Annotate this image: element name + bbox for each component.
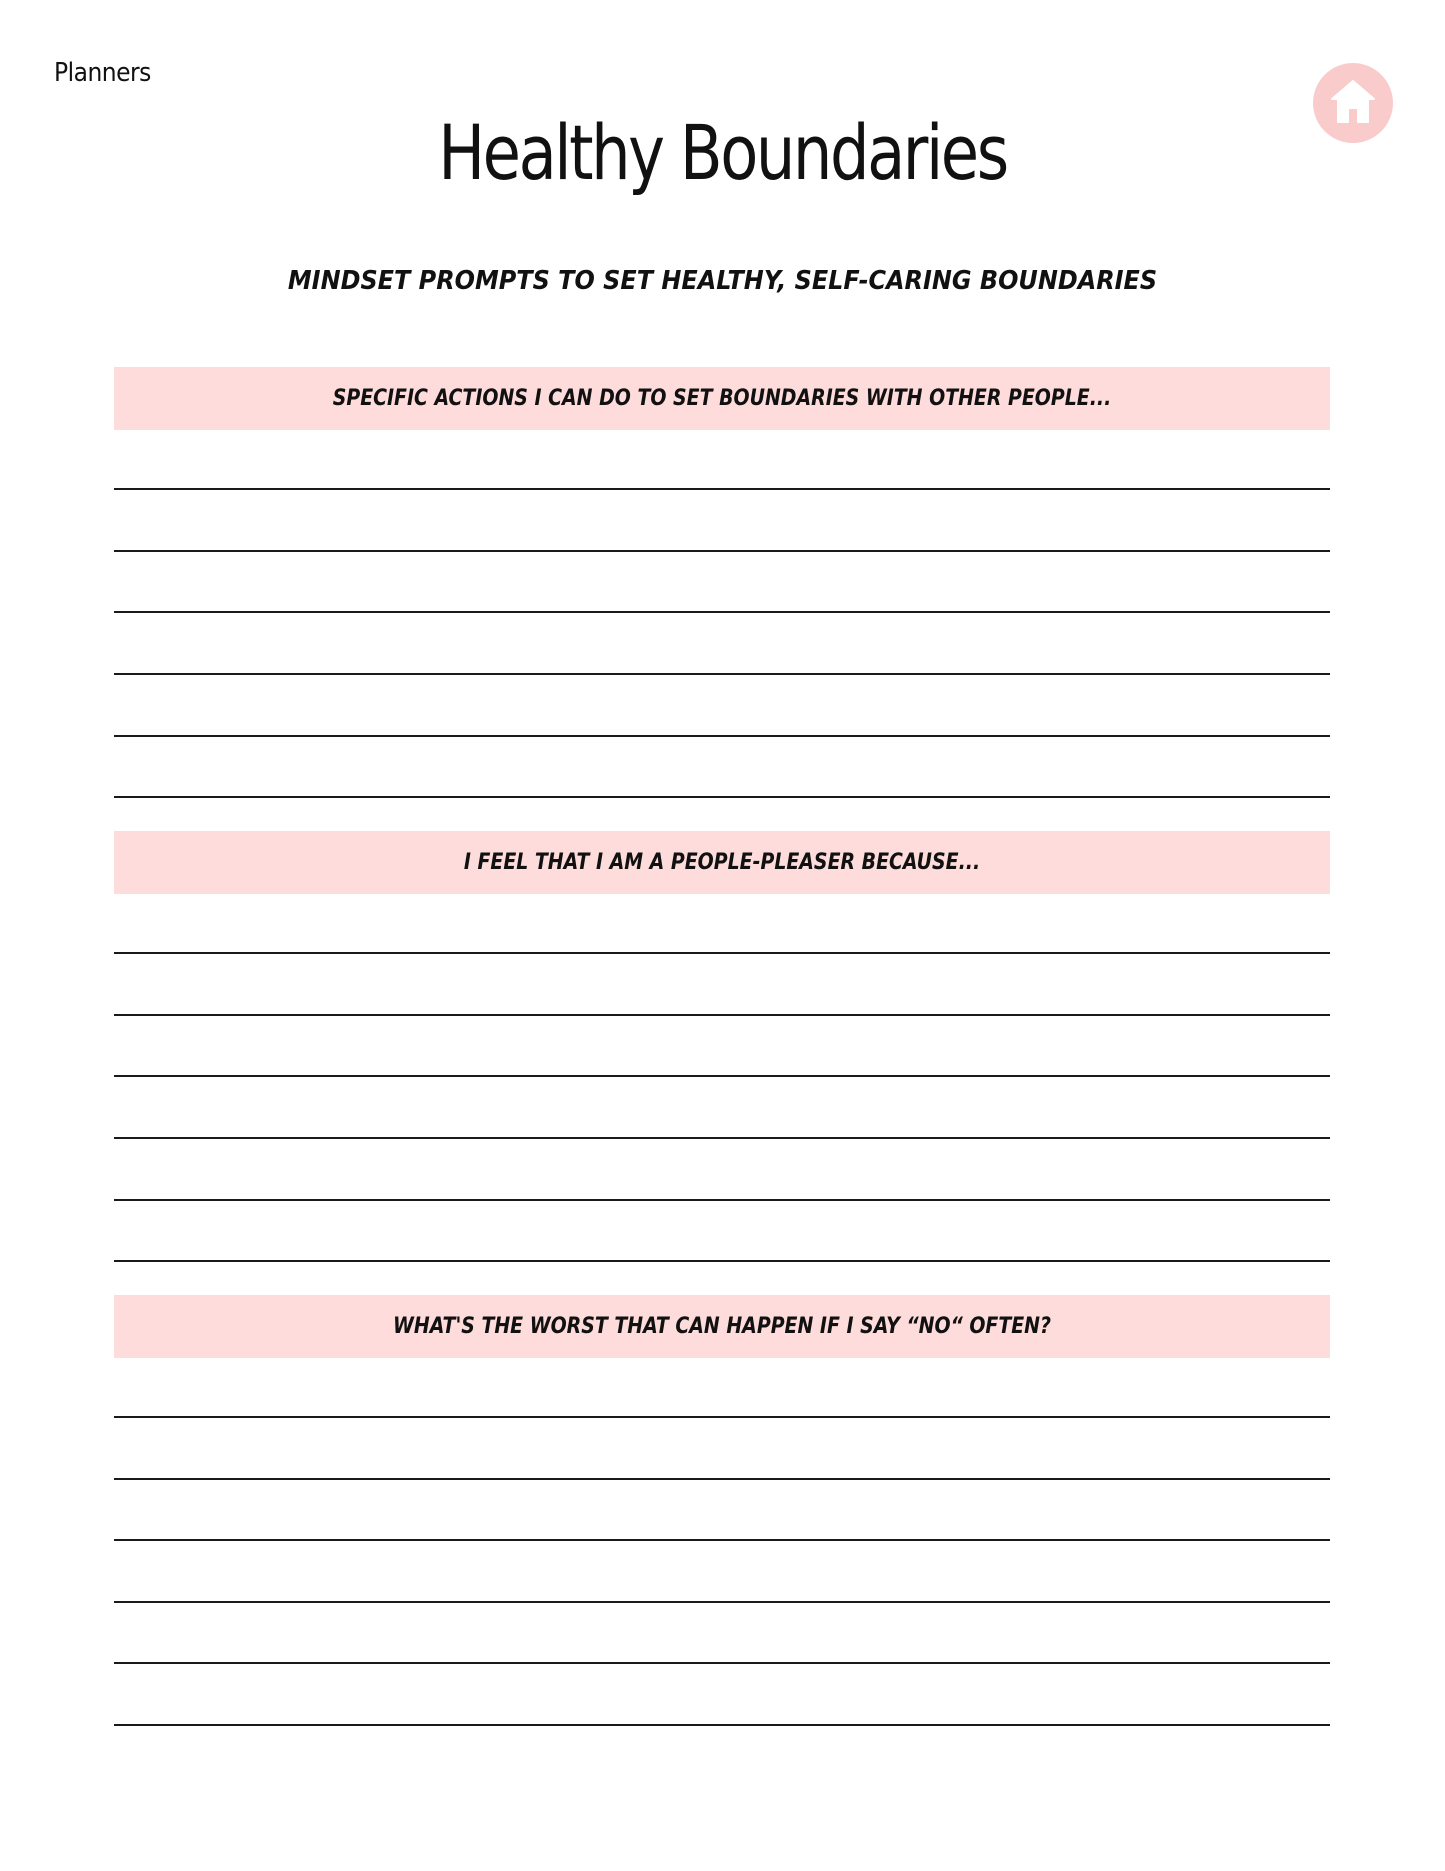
writing-line[interactable] [114, 735, 1330, 737]
writing-line[interactable] [114, 1662, 1330, 1664]
prompt-band-2 [114, 831, 1330, 894]
page-subtitle: MINDSET PROMPTS TO SET HEALTHY, SELF-CARING BOUNDARIES [287, 266, 1158, 296]
prompt-label: I FEEL THAT I AM A PEOPLE-PLEASER BECAUSE... [463, 850, 981, 875]
writing-line[interactable] [114, 488, 1330, 490]
prompt-label: WHAT'S THE WORST THAT CAN HAPPEN IF I SAY “NO“ OFTEN? [392, 1314, 1052, 1339]
prompt-band-3 [114, 1295, 1330, 1358]
page-title: Healthy Boundaries [438, 108, 1007, 197]
writing-line[interactable] [114, 1260, 1330, 1262]
writing-line[interactable] [114, 1478, 1330, 1480]
writing-line[interactable] [114, 796, 1330, 798]
prompt-label: SPECIFIC ACTIONS I CAN DO TO SET BOUNDARIES WITH OTHER PEOPLE... [332, 386, 1112, 411]
writing-line[interactable] [114, 1014, 1330, 1016]
writing-line[interactable] [114, 1416, 1330, 1418]
prompt-band-1 [114, 367, 1330, 430]
home-icon [1328, 77, 1378, 127]
writing-line[interactable] [114, 1601, 1330, 1603]
writing-line[interactable] [114, 673, 1330, 675]
writing-line[interactable] [114, 1199, 1330, 1201]
home-button[interactable] [1313, 63, 1393, 143]
writing-line[interactable] [114, 952, 1330, 954]
writing-line[interactable] [114, 1724, 1330, 1726]
writing-line[interactable] [114, 1539, 1330, 1541]
writing-line[interactable] [114, 611, 1330, 613]
writing-line[interactable] [114, 550, 1330, 552]
writing-line[interactable] [114, 1075, 1330, 1077]
brand-label: Planners [54, 58, 151, 88]
writing-line[interactable] [114, 1137, 1330, 1139]
